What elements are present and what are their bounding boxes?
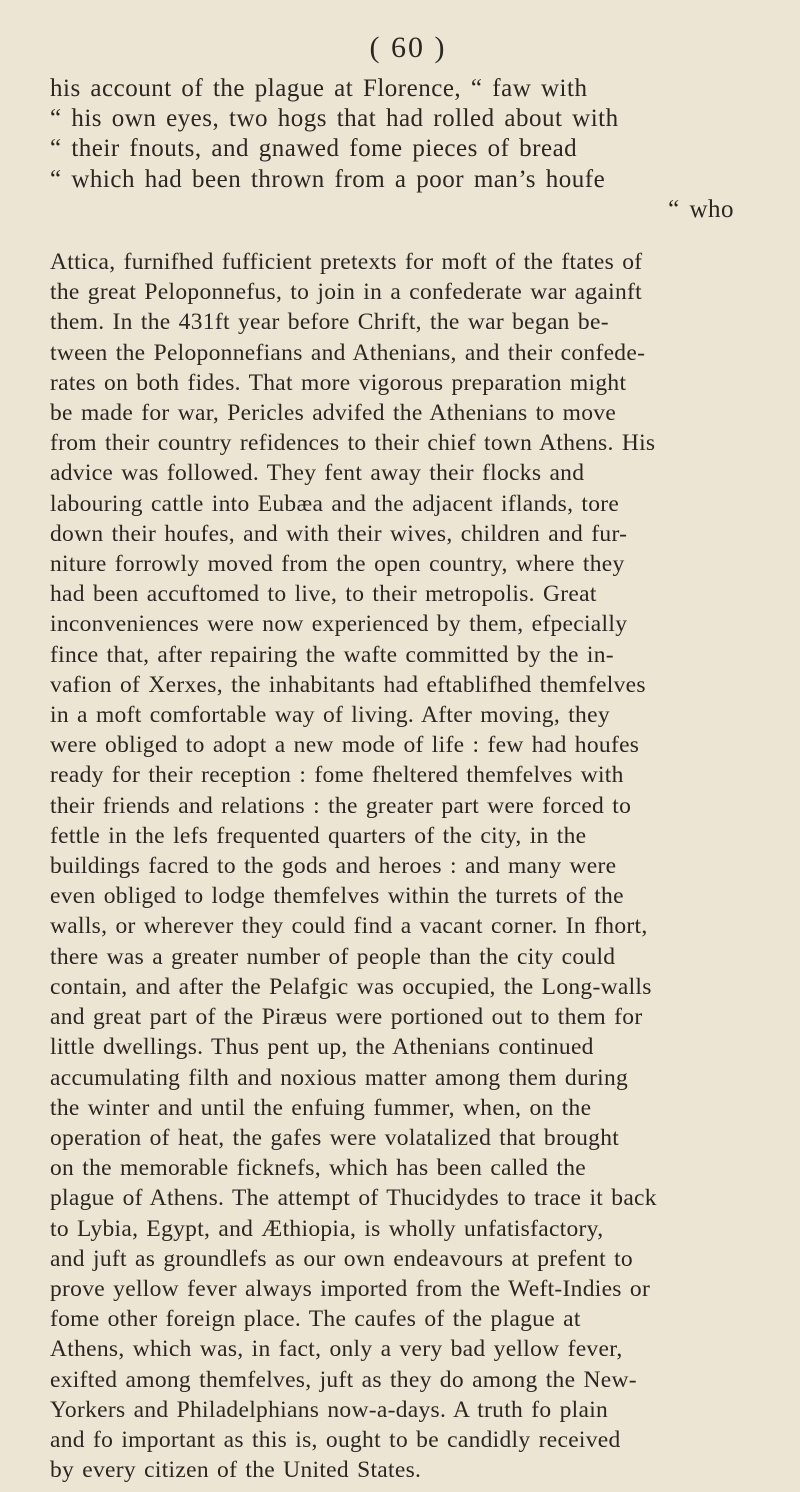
page-number: ( 60 ) (369, 31, 447, 64)
body-line: labouring cattle into Eubæa and the adjacent iflands, tore (50, 490, 620, 517)
body-line: fettle in the lefs frequented quarters of the city, in the (50, 822, 587, 849)
body-line: from their country refidences to their chief town Athens. His (50, 430, 656, 457)
body-line: contain, and after the Pelafgic was occupied, the Long-walls (50, 973, 652, 1000)
body-line: fince that, after repairing the wafte committed by the in- (50, 641, 614, 668)
body-line: operation of heat, the gafes were volatalized that brought (50, 1124, 620, 1151)
body-line: fome other foreign place. The caufes of the plague at (50, 1306, 581, 1333)
body-line: and juft as groundlefs as our own endeavours at prefent to (50, 1245, 633, 1272)
body-line: in a moft comfortable way of living. After moving, they (50, 702, 610, 729)
body-line: their friends and relations : the greater part were forced to (50, 792, 632, 819)
body-line: prove yellow fever always imported from the Weft-Indies or (50, 1275, 651, 1302)
body-line: them. In the 431ft year before Chrift, the war began be- (50, 309, 609, 336)
fragment-catchword: “ who (668, 195, 734, 223)
fragment-line: his account of the plague at Florence, “ faw with (50, 75, 588, 102)
fragment-line: “ which had been thrown from a poor man’s houfe (50, 165, 606, 193)
body-line: there was a greater number of people than the city could (50, 943, 616, 970)
section-gap (50, 225, 766, 247)
body-line: by every citizen of the United States. (50, 1457, 422, 1484)
body-line: down their houfes, and with their wives, children and fur- (50, 520, 628, 547)
body-line: ready for their reception : fome fheltered themfelves with (50, 762, 624, 789)
body-line: tween the Peloponnefians and Athenians, and their confede- (50, 339, 646, 366)
body-line: be made for war, Pericles advifed the Athenians to move (50, 400, 617, 427)
body-line: were obliged to adopt a new mode of life : few had houfes (50, 732, 640, 759)
body-line: buildings facred to the gods and heroes : and many were (50, 853, 617, 880)
body-line: walls, or wherever they could find a vacant corner. In fhort, (50, 913, 648, 940)
body-line: Athens, which was, in fact, only a very bad yellow fever, (50, 1336, 623, 1363)
body-line: to Lybia, Egypt, and Æthiopia, is wholly unfatisfactory, (50, 1215, 604, 1242)
body-line: even obliged to lodge themfelves within the turrets of the (50, 883, 624, 910)
fragment-line: “ his own eyes, two hogs that had rolled about with (50, 105, 619, 133)
body-line: rates on both fides. That more vigorous preparation might (50, 369, 627, 396)
body-line: and great part of the Piræus were portioned out to them for (50, 1004, 643, 1031)
fragment-line: “ their fnouts, and gnawed fome pieces of bread (50, 135, 578, 163)
body-line: had been accuftomed to live, to their metropolis. Great (50, 581, 597, 608)
body-line: plague of Athens. The attempt of Thucidydes to trace it back (50, 1185, 657, 1212)
body-paragraph (50, 247, 766, 1485)
body-line: accumulating filth and noxious matter among them during (50, 1064, 629, 1091)
body-line: little dwellings. Thus pent up, the Athenians continued (50, 1034, 594, 1061)
body-line: exifted among themfelves, juft as they do among the New- (50, 1366, 637, 1393)
body-line: vafion of Xerxes, the inhabitants had eftablifhed themfelves (50, 671, 646, 698)
quoted-fragment (50, 74, 766, 225)
body-line: niture forrowly moved from the open country, where they (50, 551, 625, 578)
body-line: Attica, furnifhed fufficient pretexts for moft of the ftates of (50, 249, 643, 276)
body-line: the great Peloponnefus, to join in a confederate war againft (50, 279, 642, 306)
body-line: the winter and until the enfuing fummer, when, on the (50, 1094, 592, 1121)
body-line: and fo important as this is, ought to be candidly received (50, 1426, 621, 1453)
body-line: inconveniences were now experienced by them, efpecially (50, 611, 628, 638)
body-line: on the memorable ficknefs, which has been called the (50, 1155, 587, 1182)
body-line: advice was followed. They fent away their flocks and (50, 460, 585, 487)
body-line: Yorkers and Philadelphians now-a-days. A truth fo plain (50, 1396, 609, 1423)
